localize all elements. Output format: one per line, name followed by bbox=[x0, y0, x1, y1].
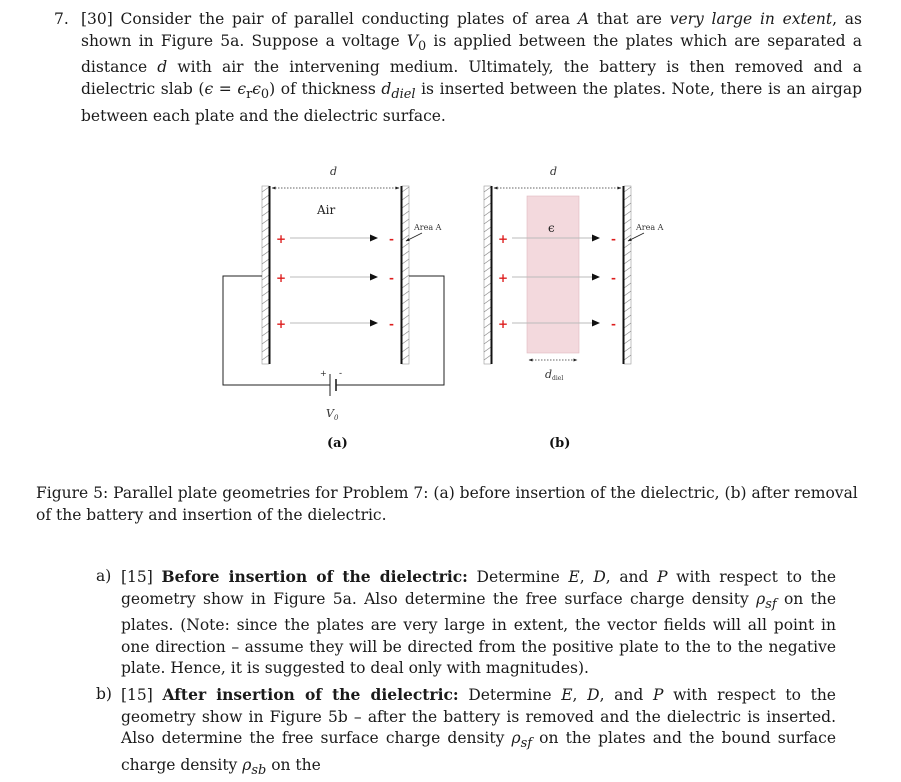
plus-charge-a-1: + bbox=[276, 232, 287, 246]
part-a-marker: a) bbox=[96, 567, 112, 585]
battery-plus: + bbox=[320, 369, 327, 378]
rho-symbol: ρ bbox=[756, 589, 766, 608]
part-a-text: , bbox=[579, 568, 594, 586]
distance-label-a: d bbox=[330, 165, 338, 178]
rho-subscript: sf bbox=[765, 596, 777, 612]
part-a-text: on the plates. (Note: since the plates are very large in extent, the vector fields will all point in one direction – assume they will be directed from the positive plate to the to the negative plate. Hence, it is suggested to deal only with magnitudes). bbox=[121, 589, 836, 678]
field-arrowheads-a bbox=[370, 235, 378, 327]
medium-label-a: Air bbox=[317, 203, 336, 217]
D-symbol: D bbox=[587, 686, 600, 704]
problem-text-seg: , as shown in Figure 5a. Suppose a voltage bbox=[81, 10, 863, 50]
voltage-subscript: 0 bbox=[418, 38, 427, 54]
part-b-heading: After insertion of the dielectric: bbox=[162, 685, 459, 704]
ddiel-symbol: d bbox=[381, 79, 392, 98]
distance-label-b: d bbox=[550, 165, 558, 178]
problem-text-seg: is applied between the plates which are separated a distance bbox=[81, 31, 862, 77]
epsilon-0-subscript: 0 bbox=[260, 86, 270, 102]
plus-charge-a-2: + bbox=[276, 271, 287, 285]
part-a-text: Determine bbox=[467, 568, 569, 586]
thickness-label: ddiel bbox=[545, 368, 564, 382]
rho-sb-subscript: sb bbox=[251, 762, 267, 778]
field-arrowheads-b bbox=[592, 235, 600, 327]
problem-text-seg: ) of thickness bbox=[269, 79, 382, 98]
part-b-text: , and bbox=[599, 686, 653, 704]
part-b-text: with respect to the geometry show in Figure 5b – after the battery is removed and the dielectric is inserted. Also determine the free surface charge density bbox=[121, 686, 836, 748]
epsilon-r-subscript: r bbox=[246, 86, 253, 102]
area-label-b: Area A bbox=[636, 223, 664, 232]
rho-symbol: ρ bbox=[511, 729, 521, 748]
battery-minus: - bbox=[339, 369, 343, 379]
problem-text-seg: is inserted between the plates. Note, there is an airgap between each plate and the dielectric surface. bbox=[81, 79, 863, 125]
panel-label-a: (a) bbox=[327, 436, 348, 451]
figure-caption bbox=[36, 483, 862, 526]
caption-text: Parallel plate geometries for Problem 7: (a) before insertion of the dielectric, (b) after removal of the battery and insertion of the dielectric. bbox=[36, 484, 858, 524]
part-a-heading: Before insertion of the dielectric: bbox=[161, 567, 468, 586]
panel-a bbox=[223, 165, 444, 451]
epsilon-symbol: ϵ = ϵ bbox=[204, 79, 247, 98]
part-a-points: [15] bbox=[121, 568, 153, 586]
plus-charge-b-1: + bbox=[498, 232, 509, 246]
area-symbol: A bbox=[577, 10, 590, 28]
minus-charge-b-1: - bbox=[611, 232, 616, 246]
problem-points: [30] bbox=[81, 10, 113, 28]
minus-charge-a-3: - bbox=[389, 317, 394, 331]
minus-charge-b-2: - bbox=[611, 271, 616, 285]
E-symbol: E bbox=[568, 568, 580, 586]
problem-text-seg: Consider the pair of parallel conducting plates of area bbox=[112, 10, 578, 28]
distance-symbol: d bbox=[157, 58, 168, 77]
circuit-wire-a bbox=[223, 276, 444, 385]
ddiel-subscript: diel bbox=[391, 86, 416, 102]
E-symbol: E bbox=[561, 686, 573, 704]
left-plate-a bbox=[262, 186, 270, 364]
caption-label: Figure 5: bbox=[36, 484, 109, 502]
plus-charge-b-3: + bbox=[498, 317, 509, 331]
voltage-label: $V_0$ bbox=[326, 407, 339, 422]
right-plate-b bbox=[624, 186, 632, 364]
minus-charge-a-1: - bbox=[389, 232, 394, 246]
problem-number: 7. bbox=[54, 10, 69, 28]
right-plate-a bbox=[402, 186, 410, 364]
part-b-text: on the plates and the bound surface charge density bbox=[121, 729, 836, 774]
problem-text-seg: that are bbox=[589, 10, 670, 28]
part-b-points: [15] bbox=[121, 686, 153, 704]
voltage-symbol: V bbox=[406, 31, 419, 50]
field-lines-a bbox=[290, 238, 372, 323]
epsilon-0-symbol: ϵ bbox=[252, 79, 261, 98]
panel-b bbox=[484, 165, 664, 451]
minus-charge-a-2: - bbox=[389, 271, 394, 285]
minus-charge-b-3: - bbox=[611, 317, 616, 331]
panel-label-b: (b) bbox=[549, 436, 571, 451]
left-plate-b bbox=[484, 186, 492, 364]
medium-label-b: ϵ bbox=[548, 221, 555, 235]
plus-charge-a-3: + bbox=[276, 317, 287, 331]
P-symbol: P bbox=[657, 568, 668, 586]
area-label-a: Area A bbox=[414, 223, 442, 232]
P-symbol: P bbox=[652, 686, 664, 704]
rho-subscript: sf bbox=[520, 736, 533, 752]
part-a-text: , and bbox=[605, 568, 658, 586]
part-b-text: on the bbox=[266, 755, 321, 774]
D-symbol: D bbox=[593, 568, 606, 586]
plus-charge-b-2: + bbox=[498, 271, 509, 285]
part-b-text: , bbox=[572, 686, 588, 704]
rho-sb-symbol: ρ bbox=[242, 755, 252, 774]
part-b-marker: b) bbox=[96, 685, 112, 703]
emphasis-text: very large in extent bbox=[669, 10, 833, 28]
part-a bbox=[96, 566, 836, 680]
problem-text-seg: with air the intervening medium. Ultimately, the battery is then removed and a dielectric slab ( bbox=[81, 58, 862, 98]
dielectric-slab bbox=[527, 196, 579, 353]
part-b-text: Determine bbox=[458, 686, 562, 704]
part-b bbox=[96, 684, 836, 782]
part-a-text: with respect to the geometry show in Figure 5a. Also determine the free surface charge density bbox=[121, 568, 837, 608]
